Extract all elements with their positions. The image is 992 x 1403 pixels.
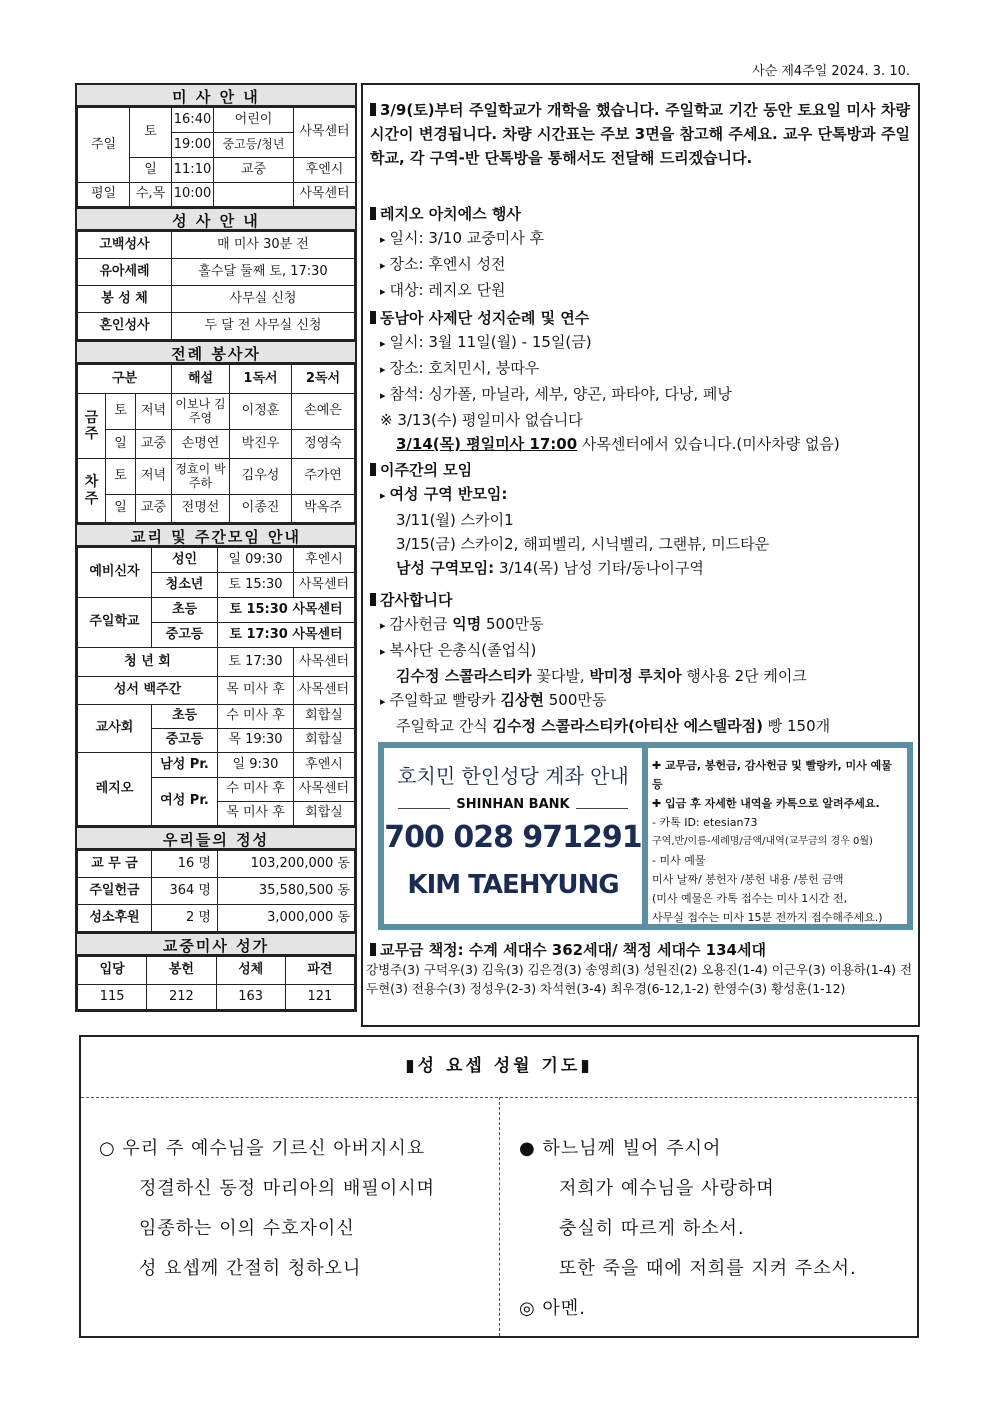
prayer-line: 충실히 따르게 하소서. xyxy=(559,1218,745,1239)
liturgy-reading1: 박진우 xyxy=(230,430,292,459)
hymns-title: 교중미사 성가 xyxy=(75,932,357,956)
bank-name: SHINHAN BANK xyxy=(384,797,642,812)
bank-instruction-line: ✚ 입금 후 자세한 내역을 카톡으로 알려주세요. xyxy=(652,797,880,810)
liturgy-header: 구분 xyxy=(78,365,172,394)
triangle-bullet-icon: ▸ xyxy=(380,363,386,376)
offering-amount: 3,000,000 동 xyxy=(218,905,355,932)
liturgy-commentator: 정효이 박주하 xyxy=(172,459,230,495)
notice-note-highlight: 3/14(목) 평일미사 17:00 xyxy=(396,435,578,453)
sacrament-name: 유아세례 xyxy=(78,259,172,286)
mass-group: 어린이 xyxy=(214,108,294,133)
meeting-place: 사목센터 xyxy=(294,778,355,802)
notice-school-opening xyxy=(370,98,910,170)
mass-place: 사목센터 xyxy=(294,183,356,207)
bank-account-box xyxy=(378,742,913,930)
liturgy-day: 토 xyxy=(106,459,136,495)
liturgy-reading2: 정영숙 xyxy=(292,430,355,459)
notice-item: 복사단 은총식(졸업식) xyxy=(389,641,537,659)
bullet-square-icon xyxy=(370,593,376,606)
notice-item: 감사헌금 xyxy=(389,615,453,633)
meeting-time: 토 17:30 xyxy=(218,648,294,677)
this-week-label: 금주 xyxy=(78,394,106,459)
bullet-square-icon xyxy=(370,207,376,220)
bank-account-card xyxy=(384,748,642,924)
weekday-label: 평일 xyxy=(78,183,130,207)
bible-label: 성서 백주간 xyxy=(78,677,218,705)
hymn-header: 입당 xyxy=(78,957,147,985)
hymn-number: 212 xyxy=(147,985,216,1010)
notice-item: 3/15(금) 스카이2, 해피벨리, 시닉벨리, 그랜뷰, 미드타운 xyxy=(396,535,770,553)
liturgy-header: 1독서 xyxy=(230,365,292,394)
triangle-bullet-icon: ▸ xyxy=(380,489,386,502)
mass-schedule-title: 미 사 안 내 xyxy=(75,83,357,107)
notice-item: 장소: 후엔시 성전 xyxy=(389,255,506,273)
hymn-header: 봉헌 xyxy=(147,957,216,985)
meeting-time: 일 09:30 xyxy=(218,548,294,573)
notice-item: 참석: 싱가폴, 마닐라, 세부, 양곤, 파타야, 다낭, 페낭 xyxy=(389,385,732,403)
meeting-place: 후엔시 xyxy=(294,548,355,573)
bullet-square-icon xyxy=(370,103,376,116)
hymn-number: 121 xyxy=(285,985,354,1010)
notice-item: 여성 구역 반모임: xyxy=(389,485,508,503)
offering-name: 성소후원 xyxy=(78,905,152,932)
liturgy-header: 해설 xyxy=(172,365,230,394)
bank-instruction-line: - 미사 예물 xyxy=(652,854,706,867)
meeting-time: 목 미사 후 xyxy=(218,677,294,705)
meetings-table xyxy=(77,547,355,826)
sunday-day-label: 일 xyxy=(130,158,172,183)
weekday-days: 수,목 xyxy=(130,183,172,207)
notice-heading: 감사합니다 xyxy=(380,591,453,609)
mass-time: 19:00 xyxy=(172,133,214,158)
notice-item-bold: 김수정 스콜라스티카 xyxy=(396,667,532,685)
prayer-line: 성 요셉께 간절히 청하오니 xyxy=(139,1258,362,1279)
triangle-bullet-icon: ▸ xyxy=(380,619,386,632)
dues-names-list: 강병주(3) 구덕우(3) 김욱(3) 김은경(3) 송영희(3) 성원진(2) 오용진(1-4) 이근우(3) 이용하(1-4) 전두현(3) 전용수(3) 정성우(2-3) 차석현(3-4) 최우경(6-12,1-2) 한영수(3) 황성훈(1-12) xyxy=(366,962,913,996)
prayer-line: 정결하신 동정 마리아의 배필이시며 xyxy=(139,1178,435,1199)
triangle-bullet-icon: ▸ xyxy=(380,695,386,708)
bulletin-date: 사순 제4주일 2024. 3. 10. xyxy=(752,64,910,79)
sacrament-name: 고백성사 xyxy=(78,232,172,259)
bullet-square-icon xyxy=(370,463,376,476)
liturgy-mass: 저녁 xyxy=(136,394,172,430)
bank-account-number: 700 028 971291 xyxy=(384,820,642,855)
meeting-place: 회합실 xyxy=(294,705,355,729)
notice-legio-acies xyxy=(370,202,910,304)
teachers-middle-high: 중고등 xyxy=(152,729,218,753)
meeting-info: 토 15:30 사목센터 xyxy=(218,598,355,623)
prayer-right-column xyxy=(519,1129,857,1329)
sacrament-name: 혼인성사 xyxy=(78,313,172,340)
meeting-time: 목 19:30 xyxy=(218,729,294,753)
liturgy-reading1: 김우성 xyxy=(230,459,292,495)
meeting-place: 회합실 xyxy=(294,802,355,826)
meeting-time: 토 15:30 xyxy=(218,573,294,598)
mass-group: 중고등/청년 xyxy=(214,133,294,158)
notice-item: 빵 150개 xyxy=(762,717,831,735)
meeting-time: 수 미사 후 xyxy=(218,778,294,802)
bank-instruction-line: 사무실 접수는 미사 15분 전까지 접수해주세요.) xyxy=(652,911,883,924)
liturgy-reading1: 이종진 xyxy=(230,495,292,523)
offering-name: 주일헌금 xyxy=(78,878,152,905)
liturgy-day: 토 xyxy=(106,394,136,430)
notice-item-bold: 익명 xyxy=(452,615,482,633)
notice-item: 꽃다발, xyxy=(531,667,590,685)
sacraments-title: 성 사 안 내 xyxy=(75,207,357,231)
prayer-box xyxy=(79,1035,919,1338)
mass-group xyxy=(214,183,294,207)
teachers-elementary: 초등 xyxy=(152,705,218,729)
liturgy-day: 일 xyxy=(106,495,136,523)
notice-item-bold: 남성 구역모임: xyxy=(396,559,495,577)
teachers-label: 교사회 xyxy=(78,705,152,753)
legio-women: 여성 Pr. xyxy=(152,778,218,826)
bank-instruction-line: (미사 예물은 카톡 접수는 미사 1시간 전, xyxy=(652,892,848,905)
liturgy-mass: 저녁 xyxy=(136,459,172,495)
sunday-school-label: 주일학교 xyxy=(78,598,152,648)
notice-meetings xyxy=(370,458,910,580)
notice-heading: 이주간의 모임 xyxy=(380,461,473,479)
prayer-left-column xyxy=(99,1129,435,1289)
bank-instruction-line: 미사 날짜/ 봉헌자 /봉헌 내용 /봉헌 금액 xyxy=(652,873,844,886)
mass-place: 후엔시 xyxy=(294,158,356,183)
notice-dues xyxy=(366,938,915,998)
triangle-bullet-icon: ▸ xyxy=(380,285,386,298)
liturgy-reading2: 박옥주 xyxy=(292,495,355,523)
prayer-title: ▮성 요셉 성월 기도▮ xyxy=(405,1056,593,1076)
liturgy-commentator: 손명연 xyxy=(172,430,230,459)
bullet-square-icon xyxy=(370,943,376,956)
bullet-square-icon xyxy=(370,311,376,324)
mass-time: 11:10 xyxy=(172,158,214,183)
notice-item: 500만동 xyxy=(543,691,607,709)
catechumen-youth: 청소년 xyxy=(152,573,218,598)
triangle-bullet-icon: ▸ xyxy=(380,389,386,402)
hymn-header: 파견 xyxy=(285,957,354,985)
liturgy-reading2: 주가연 xyxy=(292,459,355,495)
triangle-bullet-icon: ▸ xyxy=(380,645,386,658)
sacrament-name: 봉 성 체 xyxy=(78,286,172,313)
bank-instructions xyxy=(648,748,907,924)
liturgy-reading2: 손예은 xyxy=(292,394,355,430)
offerings-title: 우리들의 정성 xyxy=(75,826,357,850)
bank-instruction-line: - 카톡 ID: etesian73 xyxy=(652,816,758,829)
hymn-number: 163 xyxy=(216,985,285,1010)
sacrament-value: 홀수달 둘째 토, 17:30 xyxy=(172,259,355,286)
prayer-line: ○ 우리 주 예수님을 기르신 아버지시요 xyxy=(99,1138,426,1159)
liturgy-commentator: 이보나 김주영 xyxy=(172,394,230,430)
sunday-label: 주일 xyxy=(78,108,130,183)
meeting-place: 회합실 xyxy=(294,729,355,753)
ss-middle-high: 중고등 xyxy=(152,623,218,648)
notice-heading: 레지오 아치에스 행사 xyxy=(380,205,521,223)
notice-note: 사목센터에서 있습니다.(미사차량 없음) xyxy=(577,435,840,453)
bank-title: 호치민 한인성당 계좌 안내 xyxy=(397,764,629,788)
hymn-header: 성체 xyxy=(216,957,285,985)
prayer-line: ◎ 아멘. xyxy=(519,1298,586,1319)
legio-label: 레지오 xyxy=(78,753,152,826)
left-column xyxy=(75,83,357,1012)
notice-text: 3/9(토)부터 주일학교가 개학을 했습니다. 주일학교 기간 동안 토요일 미사 차량 시간이 변경됩니다. 차량 시간표는 주보 3면을 참고해 주세요. 교우 단톡방과 주일학교, 각 구역-반 단톡방을 통해서도 전달해 드리겠습니다. xyxy=(370,101,910,167)
offering-count: 364 명 xyxy=(152,878,218,905)
meetings-title: 교리 및 주간모임 안내 xyxy=(75,523,357,547)
triangle-bullet-icon: ▸ xyxy=(380,233,386,246)
legio-men: 남성 Pr. xyxy=(152,753,218,778)
meeting-place: 사목센터 xyxy=(294,648,355,677)
notice-item: 일시: 3월 11일(월) - 15일(금) xyxy=(389,333,592,351)
ss-elementary: 초등 xyxy=(152,598,218,623)
bank-instruction-line: ✚ 교무금, 봉헌금, 감사헌금 및 빨랑카, 미사 예물 등 xyxy=(652,759,892,791)
offering-name: 교 무 금 xyxy=(78,851,152,878)
sacrament-value: 두 달 전 사무실 신청 xyxy=(172,313,355,340)
offering-count: 16 명 xyxy=(152,851,218,878)
mass-schedule-table xyxy=(77,107,356,207)
prayer-line: ● 하느님께 빌어 주시어 xyxy=(519,1138,722,1159)
notice-item: 3/14(목) 남성 기타/동나이구역 xyxy=(494,559,704,577)
sacrament-value: 사무실 신청 xyxy=(172,286,355,313)
prayer-line: 임종하는 이의 수호자이신 xyxy=(139,1218,355,1239)
liturgy-commentator: 전명선 xyxy=(172,495,230,523)
liturgy-mass: 교중 xyxy=(136,495,172,523)
sacraments-table xyxy=(77,231,355,340)
notice-thanks xyxy=(370,588,910,738)
bank-account-owner: KIM TAEHYUNG xyxy=(407,870,619,900)
liturgy-title: 전례 봉사자 xyxy=(75,340,357,364)
triangle-bullet-icon: ▸ xyxy=(380,337,386,350)
meeting-place: 사목센터 xyxy=(294,573,355,598)
notice-item: 장소: 호치민시, 붕따우 xyxy=(389,359,540,377)
offerings-table xyxy=(77,850,355,932)
notice-pilgrimage xyxy=(370,306,910,456)
notice-heading: 교무금 책정: 수계 세대수 362세대/ 책정 세대수 134세대 xyxy=(380,941,766,959)
notice-item: 주일학교 빨랑카 xyxy=(389,691,501,709)
mass-time: 10:00 xyxy=(172,183,214,207)
meeting-place: 사목센터 xyxy=(294,677,355,705)
sacrament-value: 매 미사 30분 전 xyxy=(172,232,355,259)
catechumen-label: 예비신자 xyxy=(78,548,152,598)
prayer-line: 또한 죽을 때에 저희를 지켜 주소서. xyxy=(559,1258,857,1279)
saturday-label: 토 xyxy=(130,108,172,158)
hymns-table xyxy=(77,956,355,1010)
notice-note: ※ 3/13(수) 평일미사 없습니다 xyxy=(380,411,583,429)
triangle-bullet-icon: ▸ xyxy=(380,259,386,272)
youth-label: 청 년 회 xyxy=(78,648,218,677)
notice-item: 주일학교 간식 xyxy=(396,717,493,735)
notice-item: 3/11(월) 스카이1 xyxy=(396,511,514,529)
mass-group: 교중 xyxy=(214,158,294,183)
notice-heading: 동남아 사제단 성지순례 및 연수 xyxy=(380,309,590,327)
meeting-time: 일 9:30 xyxy=(218,753,294,778)
notice-item: 500만동 xyxy=(481,615,544,633)
liturgy-day: 일 xyxy=(106,430,136,459)
meeting-time: 목 미사 후 xyxy=(218,802,294,826)
liturgy-header: 2독서 xyxy=(292,365,355,394)
catechumen-adult: 성인 xyxy=(152,548,218,573)
liturgy-table xyxy=(77,364,355,523)
notice-item: 대상: 레지오 단원 xyxy=(389,281,506,299)
notice-item-bold: 김상현 xyxy=(500,691,544,709)
mass-time: 16:40 xyxy=(172,108,214,133)
liturgy-reading1: 이정훈 xyxy=(230,394,292,430)
offering-count: 2 명 xyxy=(152,905,218,932)
meeting-time: 수 미사 후 xyxy=(218,705,294,729)
offering-amount: 103,200,000 동 xyxy=(218,851,355,878)
liturgy-mass: 교중 xyxy=(136,430,172,459)
mass-place: 사목센터 xyxy=(294,108,356,158)
notice-item-bold: 박미정 루치아 xyxy=(589,667,682,685)
bank-instruction-line: 구역,반/이름-세례명/금액/내역(교무금의 경우 0월) xyxy=(652,836,873,847)
next-week-label: 차주 xyxy=(78,459,106,523)
hymn-number: 115 xyxy=(78,985,147,1010)
prayer-line: 저희가 예수님을 사랑하며 xyxy=(559,1178,775,1199)
notice-item-bold: 김수정 스콜라스티카(아티산 에스텔라점) xyxy=(492,717,763,735)
notice-item: 일시: 3/10 교중미사 후 xyxy=(389,229,545,247)
offering-amount: 35,580,500 동 xyxy=(218,878,355,905)
meeting-place: 후엔시 xyxy=(294,753,355,778)
notice-item: 행사용 2단 케이크 xyxy=(681,667,807,685)
meeting-info: 토 17:30 사목센터 xyxy=(218,623,355,648)
